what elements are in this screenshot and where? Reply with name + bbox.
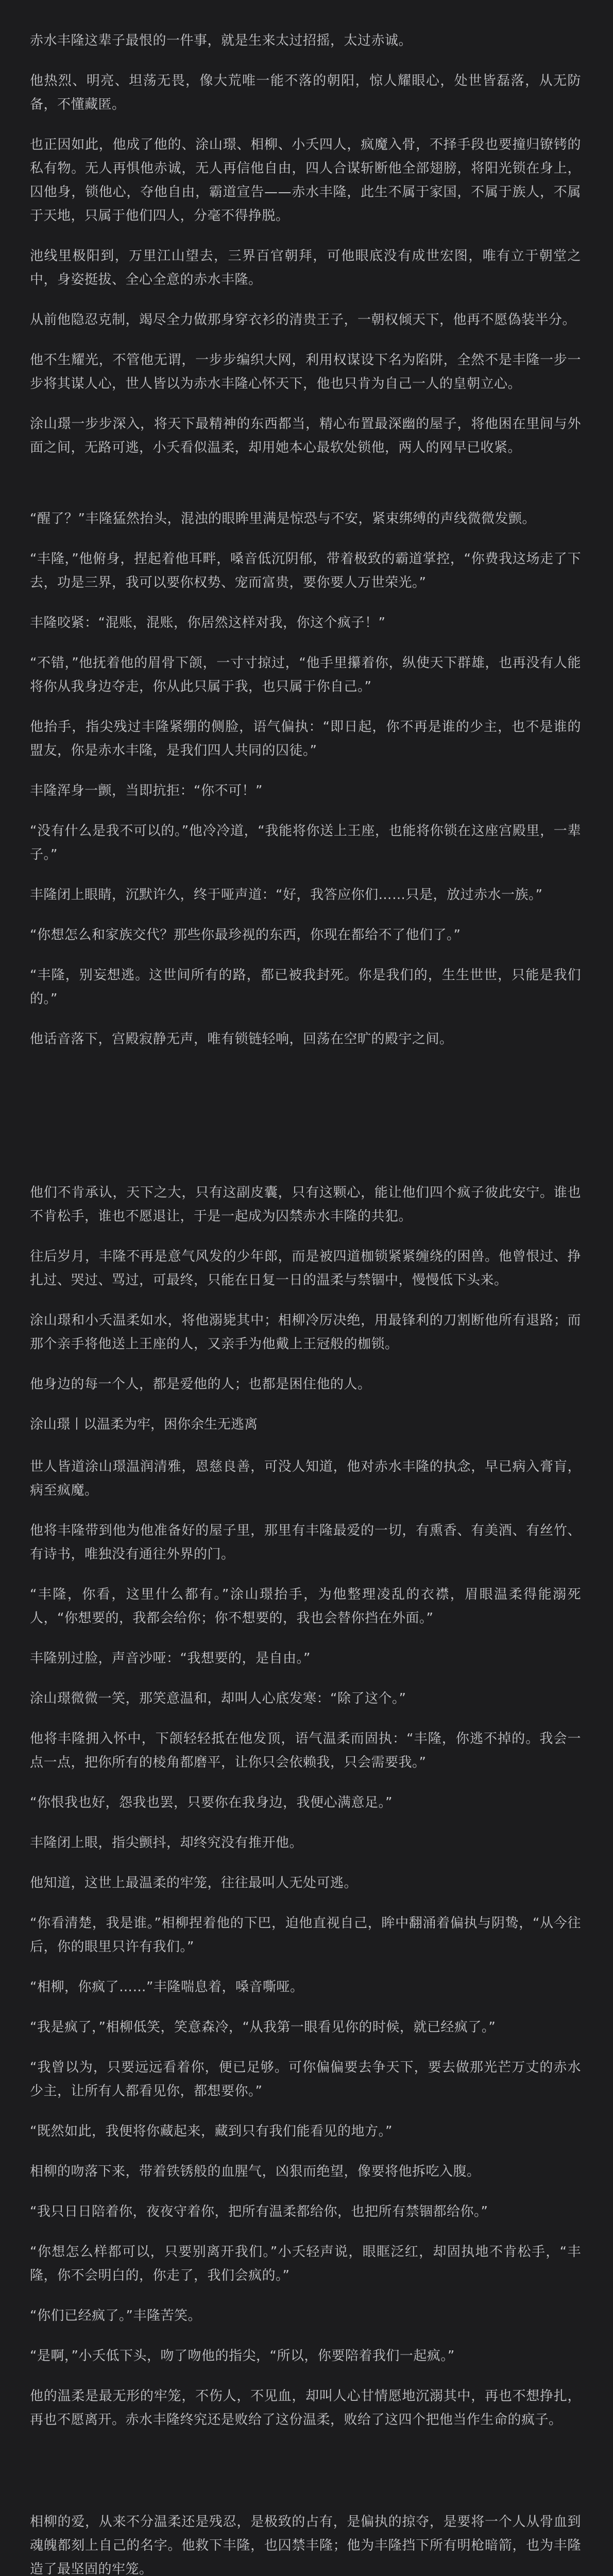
section-heading: 涂山璟丨以温柔为牢，困你余生无逃离	[30, 1417, 258, 1432]
paragraph: 丰隆咬紧：“混账，混账，你居然这样对我，你这个疯子！”	[30, 615, 386, 631]
paragraph: 相柳的吻落下来，带着铁锈般的血腥气，凶狠而绝望，像要将他拆吃入腹。	[30, 2164, 481, 2179]
paragraph: “丰隆，”他俯身，捏起着他耳畔，嗓音低沉阴郁，带着极致的霸道掌控，“你费我这场走了下去，功是三界，我可以要你权势、宠而富贵，要你要人万世荣光。”	[30, 551, 581, 590]
paragraph: 赤水丰隆这辈子最恨的一件事，就是生来太过招摇，太过赤诚。	[30, 33, 413, 48]
section-10	[30, 2510, 581, 2576]
paragraph: “你想怎么样都可以，只要别离开我们。”小夭轻声说，眼眶泛红，却固执地不肯松手，“丰隆，你不会明白的，你走了，我们会疯的。”	[30, 2244, 581, 2283]
section-4	[30, 1181, 581, 1396]
section-gap	[30, 1067, 581, 1181]
section-6	[30, 1911, 581, 2183]
paragraph: “你们已经疯了。”丰隆苦笑。	[30, 2308, 201, 2324]
section-5	[30, 1413, 581, 1895]
paragraph: “是啊，”小夭低下头，吻了吻他的指尖，“所以，你要陪着我们一起疯。”	[30, 2348, 455, 2364]
paragraph: 他身边的每一个人，都是爱他的人；也都是困住他的人。	[30, 1377, 371, 1392]
section-9	[30, 2384, 581, 2432]
document-body	[30, 29, 581, 2576]
paragraph: “不错，”他抚着他的眉骨下颌，一寸寸掠过，“他手里攥着你，纵使天下群雄，也再没有人能将你从我身边夺走，你从此只属于我，也只属于你自己。”	[30, 655, 581, 694]
paragraph: “丰隆，你看，这里什么都有。”涂山璟抬手，为他整理凌乱的衣襟，眉眼温柔得能溺死人，“你想要的，我都会给你；你不想要的，我也会替你挡在外面。”	[30, 1587, 581, 1626]
paragraph: 丰隆闭上眼睛，沉默许久，终于哑声道：“好，我答应你们……只是，放过赤水一族。”	[30, 887, 543, 903]
paragraph: “我只日日陪着你，夜夜守着你，把所有温柔都给你，也把所有禁锢都给你。”	[30, 2204, 488, 2219]
paragraph: “你看清楚，我是谁。”相柳捏着他的下巴，迫他直视自己，眸中翻涌着偏执与阴鸷，“从今往后，你的眼里只许有我们。”	[30, 1916, 581, 1955]
paragraph: 丰隆闭上眼，指尖颤抖，却终究没有推开他。	[30, 1835, 303, 1851]
section-7	[30, 2200, 581, 2224]
section-gap	[30, 2448, 581, 2510]
paragraph: 他们不肯承认，天下之大，只有这副皮囊，只有这颗心，能让他们四个疯子彼此安宁。谁也不肯松手，谁也不愿退让，于是一起成为囚禁赤水丰隆的共犯。	[30, 1185, 581, 1224]
section-8	[30, 2240, 581, 2368]
paragraph: 他话音落下，宫殿寂静无声，唯有锁链轻响，回荡在空旷的殿宇之间。	[30, 1031, 453, 1047]
paragraph: “没有什么是我不可以的。”他冷冷道，“我能将你送上王座，也能将你锁在这座宫殿里，一辈子。”	[30, 823, 581, 862]
paragraph: 相柳的爱，从来不分温柔还是残忍，是极致的占有，是偏执的掠夺，是要将一个人从骨血到魂魄都刻上自己的名字。他救下丰隆，也囚禁丰隆；他为丰隆挡下所有明枪暗箭，也为丰隆造了最坚固的牢笼。	[30, 2514, 581, 2576]
paragraph: 他的温柔是最无形的牢笼，不伤人，不见血，却叫人心甘情愿地沉溺其中，再也不想挣扎，再也不愿离开。赤水丰隆终究还是败给了这份温柔，败给了这四个把他当作生命的疯子。	[30, 2388, 581, 2428]
paragraph: “我是疯了，”相柳低笑，笑意森冷，“从我第一眼看见你的时候，就已经疯了。”	[30, 2020, 496, 2035]
paragraph: 涂山璟和小夭温柔如水，将他溺毙其中；相柳冷厉决绝，用最锋利的刀割断他所有退路；而那个亲手将他送上王座的人，又亲手为他戴上王冠般的枷锁。	[30, 1313, 581, 1352]
paragraph: 也正因如此，他成了他的、涂山璟、相柳、小夭四人，疯魔入骨，不择手段也要撞归镣铐的私有物。无人再惧他赤诚，无人再信他自由，四人合谋斩断他全部翅膀，将阳光锁在身上，囚他身，锁他心，夺他自由，霸道宣告——赤水丰隆，此生不属于家国，不属于族人，不属于天地，只属于他们四人，分毫不得挣脱。	[30, 137, 581, 224]
paragraph: 涂山璟微微一笑，那笑意温和，却叫人心底发寒：“除了这个。”	[30, 1691, 406, 1706]
paragraph: “你想怎么和家族交代？那些你最珍视的东西，你现在都给不了他们了。”	[30, 927, 461, 943]
section-gap	[30, 476, 581, 507]
paragraph: “醒了？”丰隆猛然抬头，混浊的眼眸里满是惊恐与不安，紧束绑缚的声线微微发颤。	[30, 511, 536, 527]
paragraph: 丰隆别过脸，声音沙哑：“我想要的，是自由。”	[30, 1651, 311, 1666]
paragraph: 涂山璟一步步深入，将天下最精神的东西都当，精心布置最深幽的屋子，将他困在里间与外面之间，无路可逃，小夭看似温柔，却用她本心最软处锁他，两人的网早已收紧。	[30, 416, 581, 455]
paragraph: 从前他隐忍克制，竭尽全力做那身穿衣衫的清贵王子，一朝权倾天下，他再不愿偽装半分。	[30, 312, 576, 328]
paragraph: 他知道，这世上最温柔的牢笼，往往最叫人无处可逃。	[30, 1875, 358, 1891]
paragraph: 他不生耀光，不管他无谓，一步步编织大网，利用权谋设下名为陷阱，全然不是丰隆一步一步将其谋人心，世人皆以为赤水丰隆心怀天下，他也只肯为自己一人的皇朝立心。	[30, 352, 581, 392]
section-1	[30, 29, 581, 460]
paragraph: “相柳，你疯了……”丰隆喘息着，嗓音嘶哑。	[30, 1979, 304, 1995]
paragraph: 他抬手，指尖残过丰隆紧绷的侧脸，语气偏执：“即日起，你不再是谁的少主，也不是谁的盟友，你是赤水丰隆，是我们四人共同的囚徒。”	[30, 719, 581, 758]
paragraph: “我曾以为，只要远远看着你，便已足够。可你偏偏要去争天下，要去做那光芒万丈的赤水少主，让所有人都看见你，都想要你。”	[30, 2060, 581, 2099]
paragraph: 他将丰隆带到他为他准备好的屋子里，那里有丰隆最爱的一切，有熏香、有美酒、有丝竹、有诗书，唯独没有通往外界的门。	[30, 1523, 581, 1562]
section-3	[30, 963, 581, 1051]
paragraph: “既然如此，我便将你藏起来，藏到只有我们能看见的地方。”	[30, 2124, 393, 2139]
paragraph: “丰隆，别妄想逃。这世间所有的路，都已被我封死。你是我们的，生生世世，只能是我们的。”	[30, 968, 581, 1007]
paragraph: 他将丰隆拥入怀中，下颌轻轻抵在他发顶，语气温柔而固执：“丰隆，你逃不掉的。我会一点一点，把你所有的棱角都磨平，让你只会依赖我，只会需要我。”	[30, 1731, 581, 1770]
paragraph: 他热烈、明亮、坦荡无畏，像大荒唯一能不落的朝阳，惊人耀眼心，处世皆磊落，从无防备，不懂藏匿。	[30, 73, 581, 112]
paragraph: 池线里极阳到，万里江山望去，三界百官朝拜，可他眼底没有成世宏图，唯有立于朝堂之中，身姿挺拔、全心全意的赤水丰隆。	[30, 248, 581, 287]
paragraph: 往后岁月，丰隆不再是意气风发的少年郎，而是被四道枷锁紧紧缠绕的困兽。他曾恨过、挣扎过、哭过、骂过，可最终，只能在日复一日的温柔与禁锢中，慢慢低下头来。	[30, 1249, 581, 1288]
paragraph: 世人皆道涂山璟温润清雅，恩慈良善，可没人知道，他对赤水丰隆的执念，早已病入膏肓，病至疯魔。	[30, 1459, 581, 1498]
paragraph: 丰隆浑身一颤，当即抗拒：“你不可！”	[30, 783, 263, 799]
paragraph: “你恨我也好，怨我也罢，只要你在我身边，我便心满意足。”	[30, 1795, 393, 1810]
section-2	[30, 507, 581, 947]
